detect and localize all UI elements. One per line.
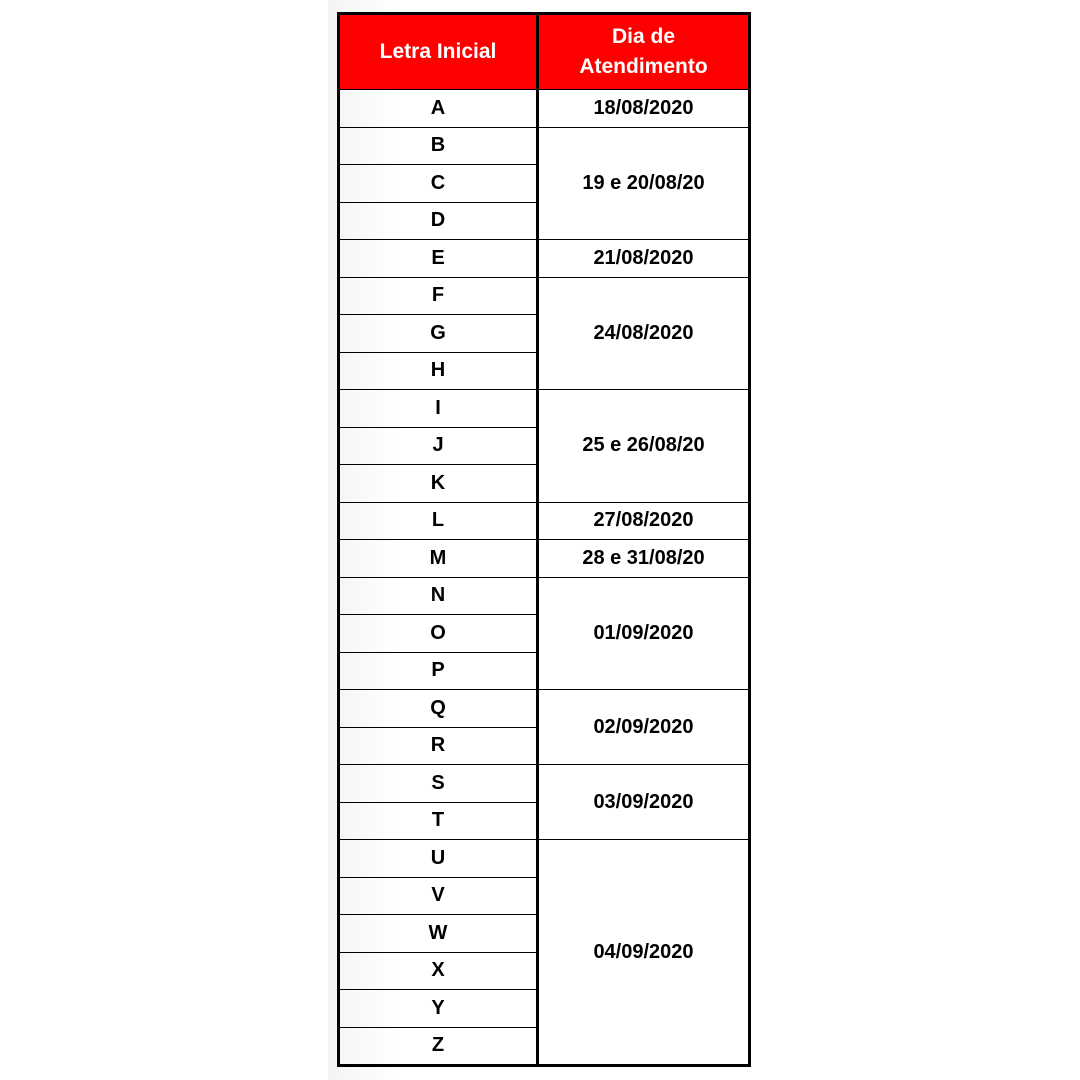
letter-cell: R <box>339 727 538 765</box>
letter-cell: D <box>339 202 538 240</box>
letter-cell: I <box>339 390 538 428</box>
letter-cell: K <box>339 465 538 503</box>
letter-cell: F <box>339 277 538 315</box>
schedule-table <box>337 12 751 1067</box>
date-cell: 25 e 26/08/20 <box>538 390 750 503</box>
table-row <box>339 90 750 128</box>
letter-cell: C <box>339 165 538 203</box>
letter-cell: L <box>339 502 538 540</box>
header-letra-inicial: Letra Inicial <box>339 14 538 90</box>
letter-cell: G <box>339 315 538 353</box>
date-cell: 19 e 20/08/20 <box>538 127 750 240</box>
date-cell: 27/08/2020 <box>538 502 750 540</box>
letter-cell: E <box>339 240 538 278</box>
header-dia-atendimento <box>538 14 750 90</box>
letter-cell: Q <box>339 690 538 728</box>
header-line-2: Atendimento <box>579 55 708 78</box>
date-cell: 02/09/2020 <box>538 690 750 765</box>
date-cell: 18/08/2020 <box>538 90 750 128</box>
letter-cell: Z <box>339 1027 538 1066</box>
date-cell: 04/09/2020 <box>538 840 750 1066</box>
letter-cell: Y <box>339 990 538 1028</box>
table-row <box>339 540 750 578</box>
letter-cell: J <box>339 427 538 465</box>
letter-cell: M <box>339 540 538 578</box>
table-row <box>339 690 750 728</box>
date-cell: 21/08/2020 <box>538 240 750 278</box>
date-cell: 03/09/2020 <box>538 765 750 840</box>
letter-cell: A <box>339 90 538 128</box>
letter-cell: U <box>339 840 538 878</box>
letter-cell: V <box>339 877 538 915</box>
table-row <box>339 502 750 540</box>
table-row <box>339 765 750 803</box>
table-row <box>339 577 750 615</box>
letter-cell: O <box>339 615 538 653</box>
letter-cell: T <box>339 802 538 840</box>
header-line-1: Dia de <box>611 25 676 48</box>
table-row <box>339 840 750 878</box>
table-row <box>339 390 750 428</box>
letter-cell: W <box>339 915 538 953</box>
table-body <box>339 90 750 1066</box>
letter-cell: P <box>339 652 538 690</box>
letter-cell: N <box>339 577 538 615</box>
letter-cell: S <box>339 765 538 803</box>
header-row <box>339 14 750 90</box>
table-row <box>339 127 750 165</box>
letter-cell: H <box>339 352 538 390</box>
date-cell: 24/08/2020 <box>538 277 750 390</box>
table-row <box>339 240 750 278</box>
date-cell: 01/09/2020 <box>538 577 750 690</box>
date-cell: 28 e 31/08/20 <box>538 540 750 578</box>
letter-cell: B <box>339 127 538 165</box>
letter-cell: X <box>339 952 538 990</box>
table-row <box>339 277 750 315</box>
